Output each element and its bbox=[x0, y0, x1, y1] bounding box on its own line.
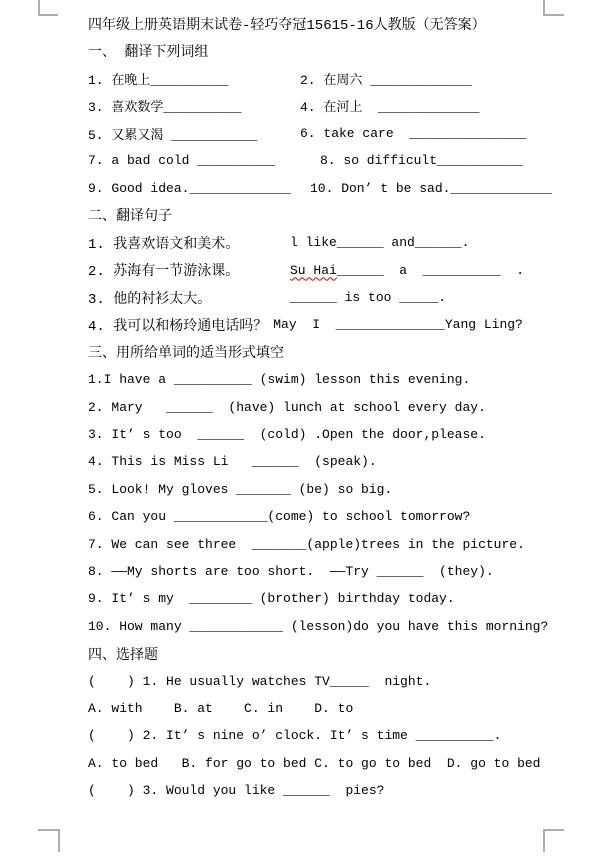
sentence-chinese-3: 3. 他的衬衫太大。 bbox=[88, 291, 212, 308]
phrase-item-3: 3. 喜欢数学__________ bbox=[88, 100, 242, 116]
fill-blank-item-9: 9. It’ s my ________ (brother) birthday today. bbox=[88, 591, 455, 607]
phrase-item-1: 1. 在晚上__________ bbox=[88, 72, 229, 88]
sentence-english-1: l like______ and______. bbox=[290, 235, 470, 251]
sentence-chinese-1: 1. 我喜欢语文和美术。 bbox=[88, 236, 240, 253]
phrase-row bbox=[88, 92, 570, 119]
document-content bbox=[88, 10, 570, 804]
fill-blank-item-3: 3. It’ s too ______ (cold) .Open the door,please. bbox=[88, 427, 486, 443]
sentence-chinese-4: 4. 我可以和杨玲通电话吗？ bbox=[88, 318, 268, 335]
phrase-item-6: 6. take care _______________ bbox=[300, 125, 527, 141]
fill-blank-item-2: 2. Mary ______ (have) lunch at school every day. bbox=[88, 399, 486, 415]
fill-blank-item-4: 4. This is Miss Li ______ (speak). bbox=[88, 454, 377, 470]
choice-question-2: ( ) 2. It’ s nine o’ clock. It’ s time __________. bbox=[88, 728, 502, 744]
choice-options-1: A. with B. at C. in D. to bbox=[88, 700, 354, 716]
sentence-english-3: ______ is too _____. bbox=[290, 290, 447, 306]
phrase-row bbox=[88, 120, 570, 147]
phrase-item-7: 7. a bad cold __________ bbox=[88, 153, 276, 169]
exam-title: 四年级上册英语期末试卷-轻巧夺冠15615-16人教版（无答案） bbox=[88, 17, 486, 34]
margin-crop-mark-bottom-right bbox=[543, 829, 564, 852]
sentence-english-2: Su Hai______ a __________ . bbox=[290, 262, 525, 278]
sentence-chinese-2: 2. 苏海有一节游泳课。 bbox=[88, 264, 240, 281]
section4-heading: 四、选择题 bbox=[88, 647, 158, 664]
section3-heading: 三、用所给单词的适当形式填空 bbox=[88, 346, 284, 363]
spellcheck-squiggle: Su Hai bbox=[290, 262, 337, 278]
sentence-row bbox=[88, 257, 570, 284]
sentence-english-4: May I ______________Yang Ling? bbox=[273, 317, 523, 333]
fill-blank-item-5: 5. Look! My gloves _______ (be) so big. bbox=[88, 481, 393, 497]
phrase-item-9: 9. Good idea._____________ bbox=[88, 180, 291, 196]
fill-blank-item-8: 8. ——My shorts are too short. ——Try ______ (they). bbox=[88, 564, 494, 579]
phrase-item-5: 5. 又累又渴 ___________ bbox=[88, 127, 258, 143]
section1-heading: 一、 翻译下列词组 bbox=[88, 45, 209, 62]
phrase-row bbox=[88, 174, 570, 201]
phrase-item-8: 8. so difficult___________ bbox=[320, 153, 523, 169]
fill-blank-item-7: 7. We can see three _______(apple)trees in the picture. bbox=[88, 536, 525, 552]
phrase-row bbox=[88, 65, 570, 92]
choice-question-3: ( ) 3. Would you like ______ pies? bbox=[88, 783, 385, 799]
choice-question-1: ( ) 1. He usually watches TV_____ night. bbox=[88, 673, 432, 689]
fill-blank-item-1: 1.I have a __________ (swim) lesson this evening. bbox=[88, 372, 471, 388]
phrase-row bbox=[88, 147, 570, 174]
choice-options-2: A. to bed B. for go to bed C. to go to bed D. go to bed bbox=[88, 755, 541, 771]
sentence-row bbox=[88, 311, 570, 338]
margin-crop-mark-top-left bbox=[38, 0, 58, 16]
phrase-item-4: 4. 在河上 _____________ bbox=[300, 100, 480, 116]
section2-heading: 二、翻译句子 bbox=[88, 209, 172, 226]
margin-crop-mark-bottom-left bbox=[38, 829, 60, 852]
phrase-item-2: 2. 在周六 _____________ bbox=[300, 72, 472, 88]
sentence-row bbox=[88, 284, 570, 311]
fill-blank-item-6: 6. Can you ____________(come) to school tomorrow? bbox=[88, 509, 471, 525]
phrase-item-10: 10. Don’ t be sad._____________ bbox=[310, 180, 552, 196]
fill-blank-item-10: 10. How many ____________ (lesson)do you have this morning? bbox=[88, 618, 549, 634]
sentence-row bbox=[88, 229, 570, 256]
